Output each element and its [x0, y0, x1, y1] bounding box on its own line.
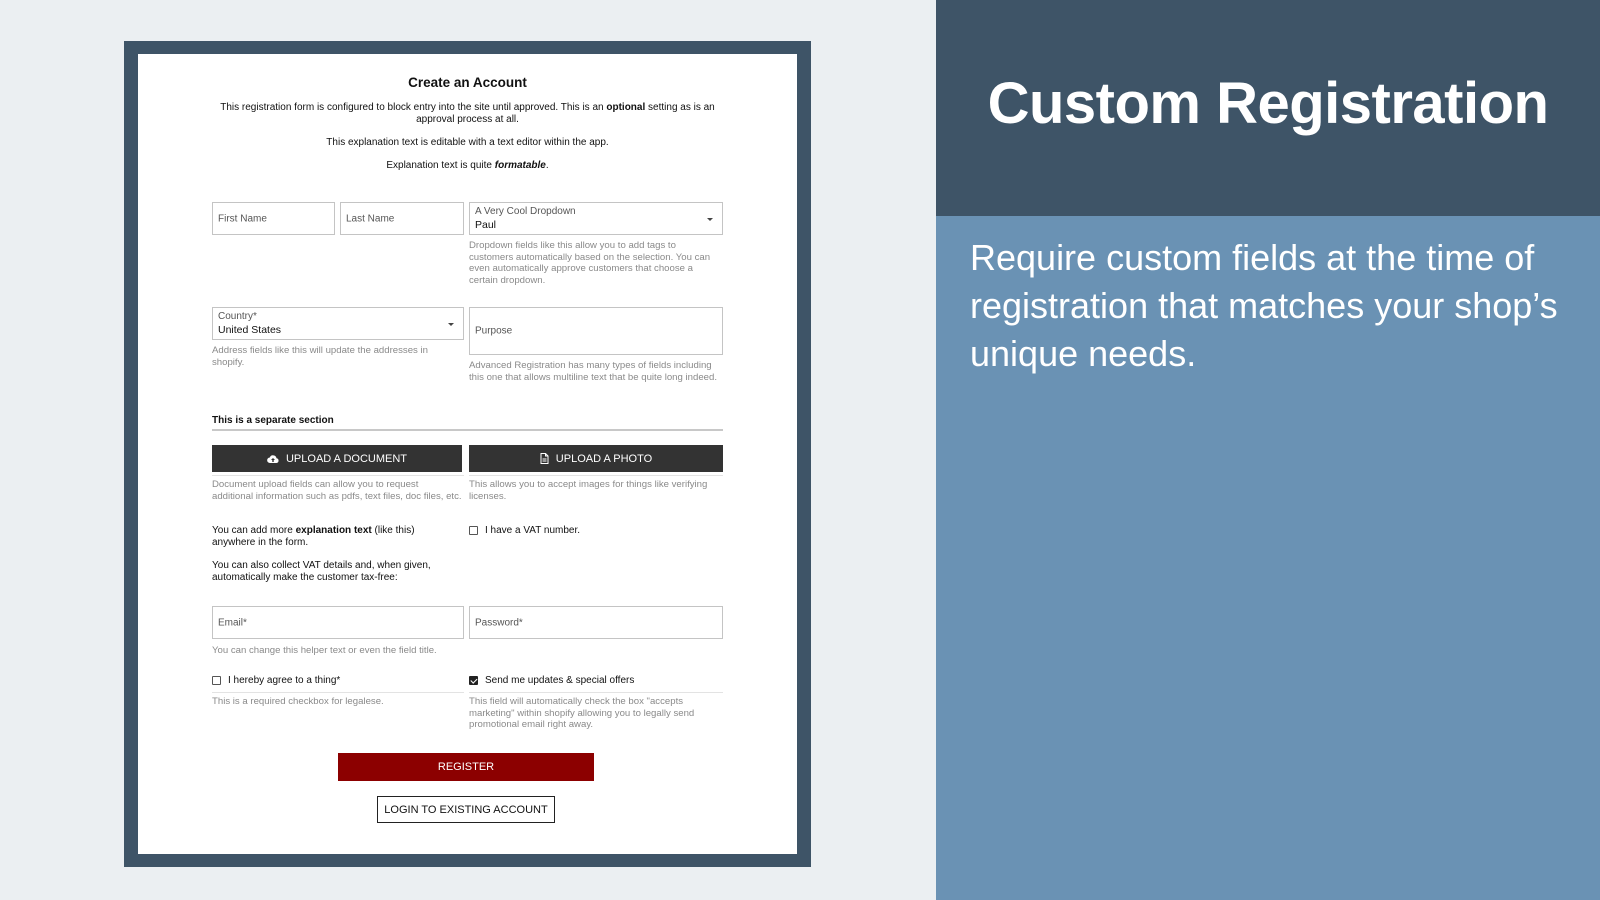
divider	[212, 692, 464, 693]
updates-checkbox[interactable]	[469, 675, 634, 686]
dropdown-help-text: Dropdown fields like this allow you to add tags to customers automatically based on the selection. You can even automatically approve customers that choose a certain dropdown.	[469, 240, 711, 286]
upload-photo-help-text: This allows you to accept images for things like verifying licenses.	[469, 479, 708, 502]
email-placeholder: Email*	[218, 617, 247, 628]
purpose-help-text: Advanced Registration has many types of fields including this one that allows multiline text that be quite long indeed.	[469, 360, 717, 383]
dropdown-label: A Very Cool Dropdown	[475, 206, 576, 217]
vat-checkbox[interactable]	[469, 525, 580, 536]
form-screenshot-frame	[124, 41, 811, 867]
section-title: This is a separate section	[212, 415, 334, 426]
promo-description: Require custom fields at the time of registration that matches your shop’s unique needs.	[970, 237, 1558, 374]
checkbox-unchecked-icon[interactable]	[469, 526, 478, 535]
intro-text-3: Explanation text is quite formatable.	[386, 160, 549, 171]
divider	[469, 692, 723, 693]
password-placeholder: Password*	[475, 617, 523, 628]
cool-dropdown-select[interactable]	[469, 202, 723, 235]
registration-card	[138, 54, 797, 854]
updates-help-text: This field will automatically check the box "accepts marketing" within shopify allowing you to legally send promotional email right away.	[469, 696, 695, 731]
intro-text-2: This explanation text is editable with a text editor within the app.	[326, 137, 609, 148]
password-field[interactable]	[469, 606, 723, 639]
form-title: Create an Account	[408, 75, 527, 90]
divider	[469, 475, 723, 476]
last-name-placeholder: Last Name	[346, 213, 395, 224]
promo-header	[936, 0, 1600, 216]
country-value: United States	[218, 324, 282, 336]
agree-checkbox-label: I hereby agree to a thing*	[228, 675, 341, 686]
upload-document-label: UPLOAD A DOCUMENT	[285, 452, 408, 465]
updates-checkbox-label: Send me updates & special offers	[485, 675, 635, 686]
last-name-field[interactable]	[340, 202, 464, 235]
email-field[interactable]	[212, 606, 464, 639]
dropdown-value: Paul	[475, 219, 497, 231]
section-divider	[212, 429, 723, 431]
checkbox-checked-icon[interactable]	[469, 676, 478, 685]
file-icon	[540, 453, 549, 464]
vat-explanation-text: You can also collect VAT details and, when given, automatically make the customer tax-free:	[212, 560, 431, 583]
country-select[interactable]	[212, 307, 464, 340]
first-name-field[interactable]	[212, 202, 335, 235]
agree-checkbox[interactable]	[212, 675, 340, 686]
explanation-text: You can add more explanation text (like this) anywhere in the form.	[212, 525, 415, 548]
upload-photo-button[interactable]	[469, 445, 723, 472]
first-name-placeholder: First Name	[218, 213, 267, 224]
country-label: Country*	[218, 311, 257, 322]
purpose-textarea[interactable]	[469, 307, 723, 355]
promo-headline: Custom Registration	[987, 71, 1549, 136]
country-help-text: Address fields like this will update the addresses in shopify.	[212, 345, 428, 368]
chevron-down-icon	[707, 218, 713, 221]
agree-help-text: This is a required checkbox for legalese.	[212, 696, 384, 707]
login-existing-account-button[interactable]: LOGIN TO EXISTING ACCOUNT	[377, 796, 555, 823]
promo-body	[936, 216, 1600, 900]
upload-document-button[interactable]	[212, 445, 462, 472]
upload-photo-label: UPLOAD A PHOTO	[555, 452, 653, 465]
email-help-text: You can change this helper text or even the field title.	[212, 645, 437, 656]
upload-document-help-text: Document upload fields can allow you to request additional information such as pdfs, text files, doc files, etc.	[212, 479, 462, 502]
vat-checkbox-label: I have a VAT number.	[485, 525, 581, 536]
cloud-upload-icon	[267, 454, 279, 464]
divider	[212, 475, 464, 476]
intro-text-1: This registration form is configured to block entry into the site until approved. This is an optional setting as is an approval process at all.	[220, 102, 715, 125]
checkbox-unchecked-icon[interactable]	[212, 676, 221, 685]
register-button[interactable]: REGISTER	[338, 753, 594, 781]
purpose-placeholder: Purpose	[475, 325, 513, 337]
chevron-down-icon	[448, 323, 454, 326]
